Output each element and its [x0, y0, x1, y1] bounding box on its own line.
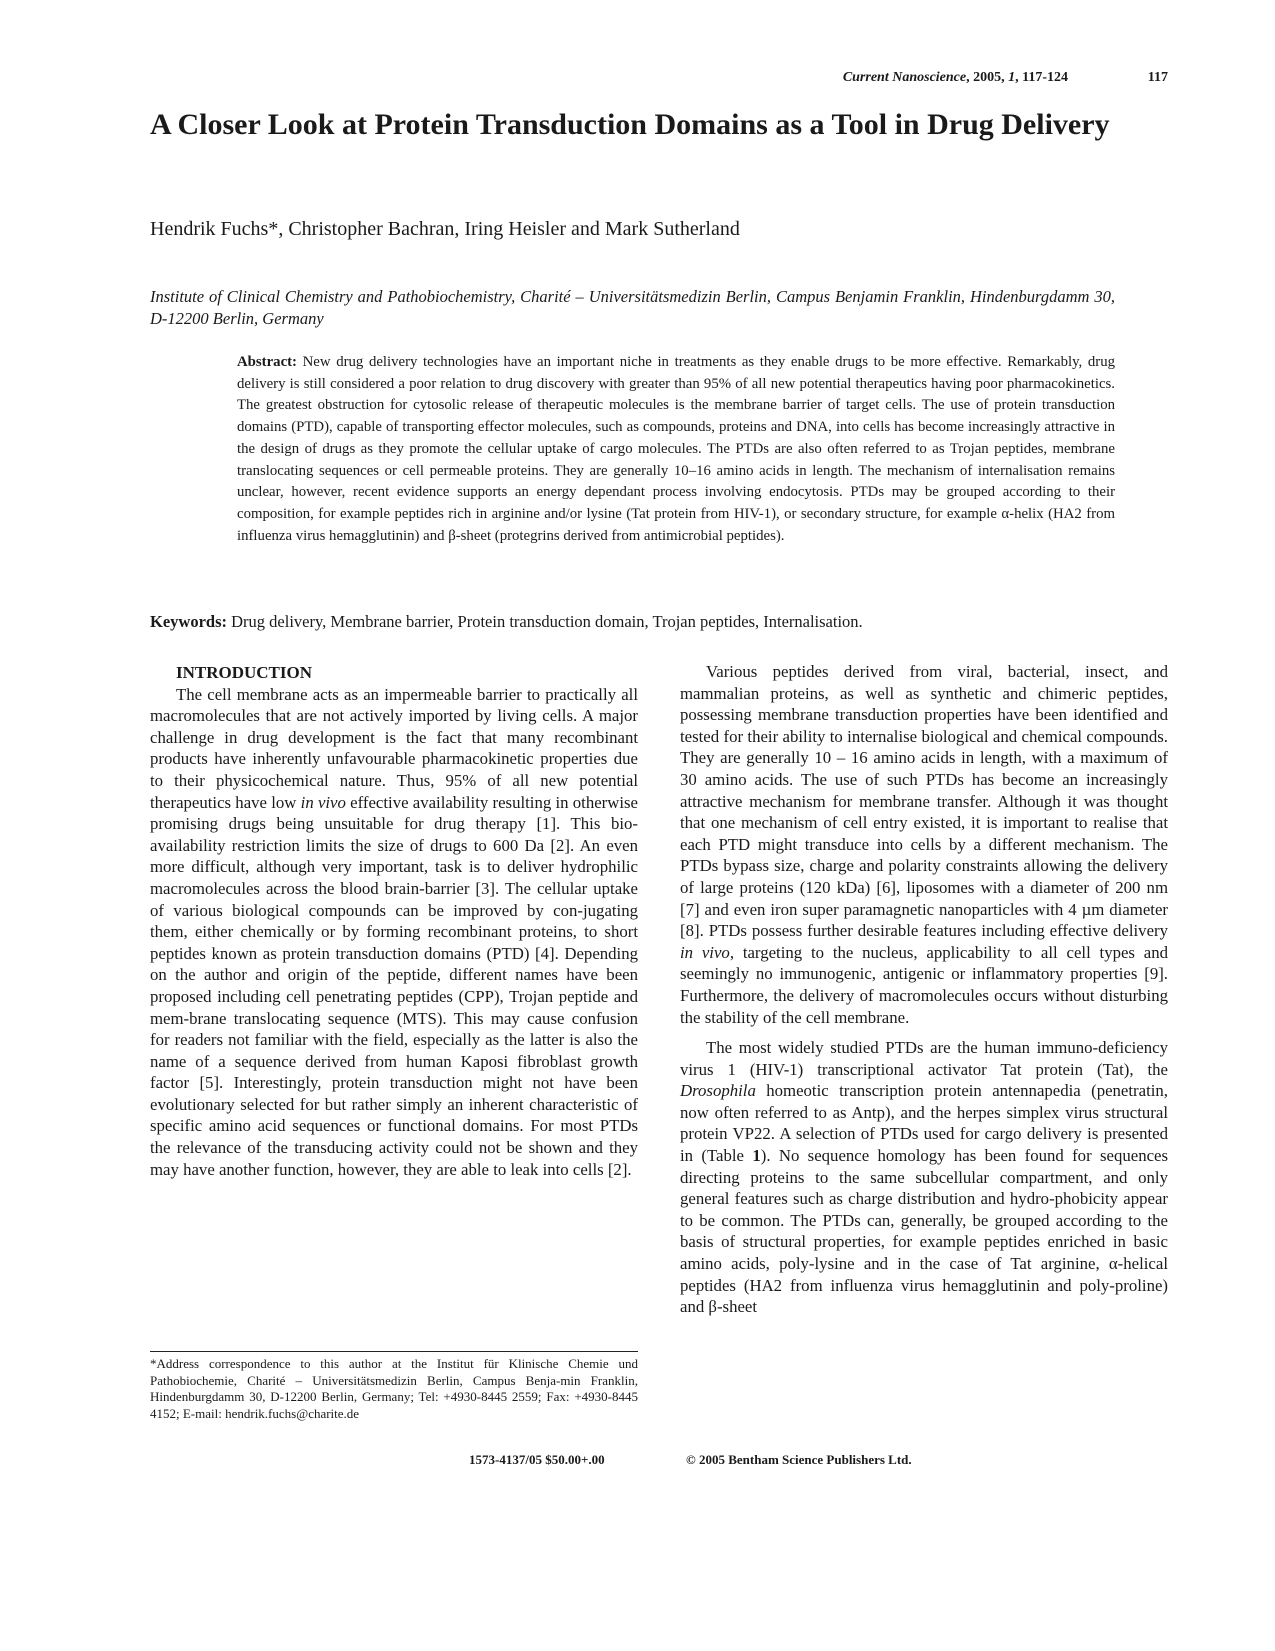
journal-volume: 1 — [1008, 70, 1016, 85]
running-header — [150, 70, 1168, 92]
italic-term: Drosophila — [680, 1081, 756, 1101]
journal-pages: , 117-124 — [1015, 70, 1068, 85]
article-title: A Closer Look at Protein Transduction Domains as a Tool in Drug Delivery — [150, 108, 1110, 141]
page-number: 117 — [1147, 70, 1168, 85]
right-column — [680, 661, 1168, 1318]
issn-price: 1573-4137/05 $50.00+.00 — [469, 1452, 605, 1467]
journal-name: Current Nanoscience — [842, 70, 967, 85]
left-column — [150, 662, 638, 1180]
table-reference: 1 — [752, 1146, 761, 1166]
keywords-label: Keywords: — [150, 612, 227, 631]
body-text: ). No sequence homology has been found for sequences directing proteins to the same subcellular compartment, and only general features such as charge distribution and hydro-phobicity appear to be common. The PTDs can, generally, be grouped according to the basis of structural properties, for example peptides enriched in basic amino acids, poly-lysine and in the case of Tat arginine, α-helical peptides (HA2 from influenza virus hemagglutinin and poly-proline) and β-sheet — [680, 1146, 1169, 1317]
body-text: effective availability resulting in otherwise promising drugs being unsuitable for drug therapy [1]. This bio-availability restriction limits the size of drugs to 600 Da [2]. An even more difficult, although very important, task is to deliver hydrophilic macromolecules across the blood brain-barrier [3]. The cellular uptake of various biological compounds can be improved by con-jugating them, either chemically or by forming recombinant proteins, to short peptides known as protein transduction domains (PTD) [4]. Depending on the author and origin of the peptide, different names have been proposed including cell penetrating peptides (CPP), Trojan peptide and mem-brane translocating sequence (MTS). This may cause confusion for readers not familiar with the field, especially as the latter is also the name of a sequence derived from human Kaposi fibroblast growth factor [5]. Interestingly, protein transduction might not have been evolutionary selected for but rather simply an inherent characteristic of specific amino acid sequences or functional domains. For most PTDs the relevance of the transducing activity could not be shown and they may have another function, however, they are able to leak into cells [2]. — [150, 792, 639, 1179]
abstract-text: New drug delivery technologies have an important niche in treatments as they enable drugs to be more effective. Remarkably, drug delivery is still considered a poor relation to drug discovery with greater than 95% of all new potential therapeutics having poor pharmacokinetics. The greatest obstruction for cytosolic release of therapeutic molecules is the membrane barrier of target cells. The use of protein transduction domains (PTD), capable of transporting effector molecules, such as compounds, proteins and DNA, into cells has become increasingly attractive in the design of drugs as they promote the cellular uptake of cargo molecules. The PTDs are also often referred to as Trojan peptides, membrane translocating sequences or cell permeable proteins. They are generally 10–16 amino acids in length. The mechanism of internalisation remains unclear, however, recent evidence supports an energy dependant process involving endocytosis. PTDs may be grouped according to their composition, for example peptides rich in arginine and/or lysine (Tat protein from HIV-1), or secondary structure, for example α-helix (HA2 from influenza virus hemagglutinin) and β-sheet (protegrins derived from antimicrobial peptides). — [237, 354, 1115, 544]
keywords — [150, 612, 1168, 632]
italic-term: in vivo — [680, 942, 730, 962]
correspondence-footnote: *Address correspondence to this author at the Institut für Klinische Chemie und Pathobiochemie, Charité – Universitätsmedizin Berlin, Campus Benja-min Franklin, Hindenburgdamm 30, D-12200 Berlin, Germany; Tel: +4930-8445 2559; Fax: +4930-8445 4152; E-mail: hendrik.fuchs@charite.de — [150, 1356, 638, 1421]
body-text: , targeting to the nucleus, applicability to all cell types and seemingly no immunogenic, antigenic or inflammatory properties [9]. Furthermore, the delivery of macromolecules occurs without disturbing the stability of the cell membrane. — [680, 942, 1168, 1027]
body-text: The cell membrane acts as an impermeable barrier to practically all macromolecules that are not actively imported by living cells. A major challenge in drug development is the fact that many recombinant products have inherently unfavourable pharmacokinetic properties due to their physicochemical nature. Thus, 95% of all new potential therapeutics have low — [150, 684, 638, 812]
body-paragraph — [150, 684, 638, 1181]
author-list: Hendrik Fuchs*, Christopher Bachran, Iring Heisler and Mark Sutherland — [150, 218, 740, 240]
keywords-text: Drug delivery, Membrane barrier, Protein transduction domain, Trojan peptides, Internalisation. — [227, 612, 863, 631]
journal-year: , 2005, — [966, 70, 1009, 85]
author-affiliation: Institute of Clinical Chemistry and Pathobiochemistry, Charité – Universitätsmedizin Berlin, Campus Benjamin Franklin, Hindenburgdamm 30, D-12200 Berlin, Germany — [150, 287, 1115, 328]
abstract — [237, 352, 1115, 547]
body-text: Various peptides derived from viral, bacterial, insect, and mammalian proteins, as well as synthetic and chimeric peptides, possessing membrane transduction properties have been identified and tested for their ability to internalise biological and chemical compounds. They are generally 10 – 16 amino acids in length, with a maximum of 30 amino acids. The use of such PTDs has become an increasingly attractive mechanism for membrane transfer. Although it was thought that one mechanism of cell entry existed, it is important to realise that each PTD might transduce into cells by a different mechanism. The PTDs bypass size, charge and polarity constraints allowing the delivery of large proteins (120 kDa) [6], liposomes with a diameter of 200 nm [7] and even iron super paramagnetic nanoparticles with 4 µm diameter [8]. PTDs possess further desirable features including effective delivery — [680, 662, 1168, 941]
body-paragraph — [680, 1037, 1168, 1318]
journal-citation — [843, 70, 1068, 86]
footnote-divider — [150, 1351, 638, 1352]
body-text: homeotic transcription protein antennapedia (penetratin, now often referred to as Antp), and the herpes simplex virus structural protein VP22. A selection of PTDs used for cargo delivery is presented in (Table — [680, 1081, 1168, 1166]
body-text: The most widely studied PTDs are the human immuno-deficiency virus 1 (HIV-1) transcriptional activator Tat protein (Tat), the — [680, 1038, 1168, 1079]
page-footer — [150, 1452, 1168, 1472]
section-heading-introduction: INTRODUCTION — [176, 663, 313, 682]
abstract-label: Abstract: — [237, 354, 297, 370]
italic-term: in vivo — [300, 792, 346, 812]
body-paragraph — [680, 661, 1168, 1028]
copyright-notice: © 2005 Bentham Science Publishers Ltd. — [686, 1452, 912, 1467]
